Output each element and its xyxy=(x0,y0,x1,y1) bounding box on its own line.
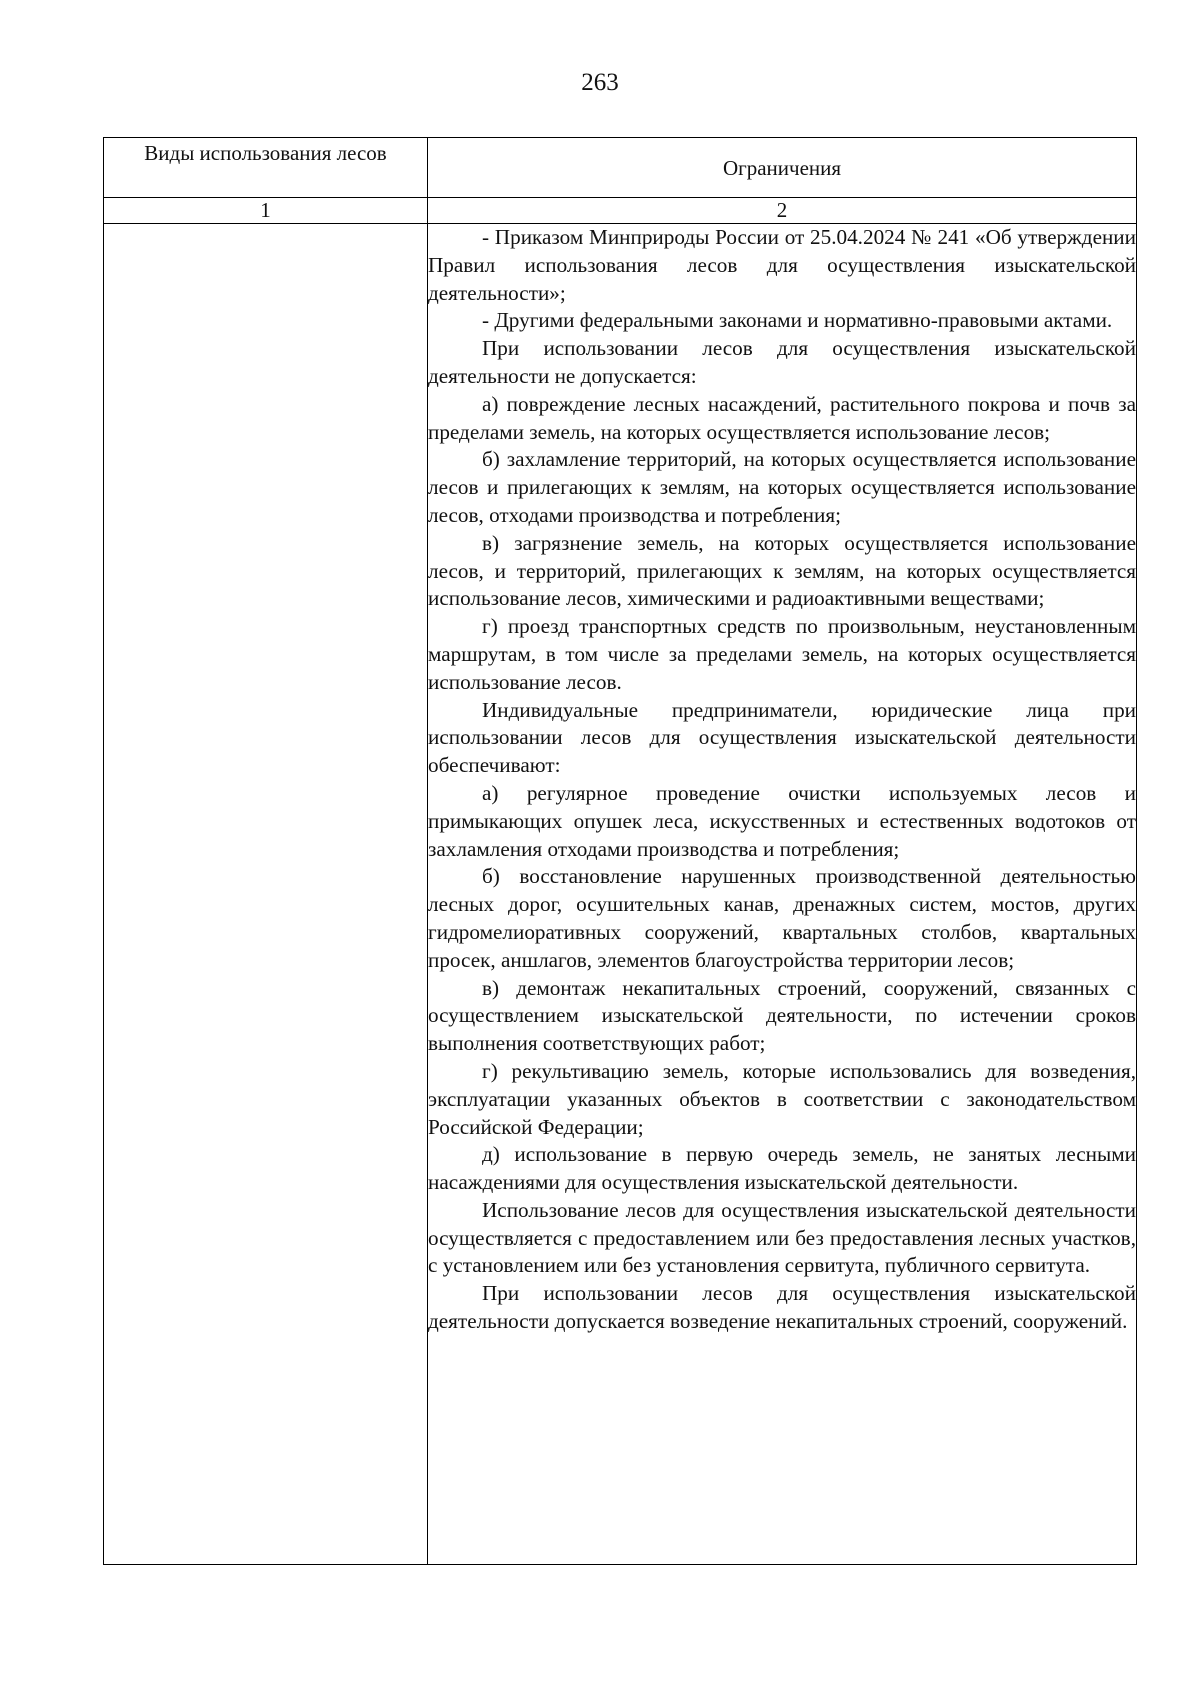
paragraph: - Другими федеральными законами и нормативно-правовыми актами. xyxy=(482,308,1113,333)
paragraph: д) использование в первую очередь земель, не занятых лесными насаждениями для осуществления изыскательской деятельности. xyxy=(428,1142,1136,1195)
column-number-2: 2 xyxy=(428,198,1137,224)
paragraph: а) регулярное проведение очистки используемых лесов и примыкающих опушек леса, искусственных и естественных водотоков от захламления отходами производства и потребления; xyxy=(428,780,1136,861)
header-restrictions: Ограничения xyxy=(428,138,1137,198)
page-number: 263 xyxy=(581,69,619,96)
restrictions-table xyxy=(103,137,1137,1565)
table-body-row xyxy=(104,224,1137,1565)
paragraph: в) загрязнение земель, на которых осуществляется использование лесов, и территорий, прилегающих к землям, на которых осуществляется использование лесов, химическими и радиоактивными веществами; xyxy=(428,530,1136,611)
paragraph: При использовании лесов для осуществления изыскательской деятельности допускается возведение некапитальных строений, сооружений. xyxy=(428,1281,1136,1334)
paragraph: Индивидуальные предприниматели, юридические лица при использовании лесов для осуществления изыскательской деятельности обеспечивают: xyxy=(428,697,1136,778)
paragraph: а) повреждение лесных насаждений, растительного покрова и почв за пределами земель, на которых осуществляется использование лесов; xyxy=(428,391,1136,444)
column-number-1: 1 xyxy=(104,198,428,224)
paragraph: б) захламление территорий, на которых осуществляется использование лесов и прилегающих к землям, на которых осуществляется использование лесов, отходами производства и потребления; xyxy=(428,447,1136,527)
restrictions-cell xyxy=(428,224,1137,1565)
paragraph: в) демонтаж некапитальных строений, сооружений, связанных с осуществлением изыскательской деятельности, по истечении сроков выполнения соответствующих работ; xyxy=(428,975,1136,1056)
header-forest-use-types: Виды использования лесов xyxy=(104,138,428,198)
column-number-row xyxy=(104,198,1137,224)
paragraph: г) проезд транспортных средств по произвольным, неустановленным маршрутам, в том числе за пределами земель, на которых осуществляется использование лесов. xyxy=(428,614,1136,694)
paragraph: Использование лесов для осуществления изыскательской деятельности осуществляется с предоставлением или без предоставления лесных участков, с установлением или без установления сервитута, публичного сервитута. xyxy=(428,1197,1136,1278)
paragraph: При использовании лесов для осуществления изыскательской деятельности не допускается: xyxy=(428,336,1136,388)
left-cell-empty xyxy=(104,224,428,1565)
table-header-row xyxy=(104,138,1137,198)
paragraph: б) восстановление нарушенных производственной деятельностью лесных дорог, осушительных канав, дренажных систем, мостов, других гидромелиоративных сооружений, квартальных столбов, квартальных просек, аншлагов, элементов благоустройства территории лесов; xyxy=(428,864,1136,972)
paragraph: г) рекультивацию земель, которые использовались для возведения, эксплуатации указанных объектов в соответствии с законодательством Российской Федерации; xyxy=(428,1058,1136,1139)
paragraph: - Приказом Минприроды России от 25.04.2024 № 241 «Об утверждении Правил использования лесов для осуществления изыскательской деятельности»; xyxy=(428,225,1136,305)
